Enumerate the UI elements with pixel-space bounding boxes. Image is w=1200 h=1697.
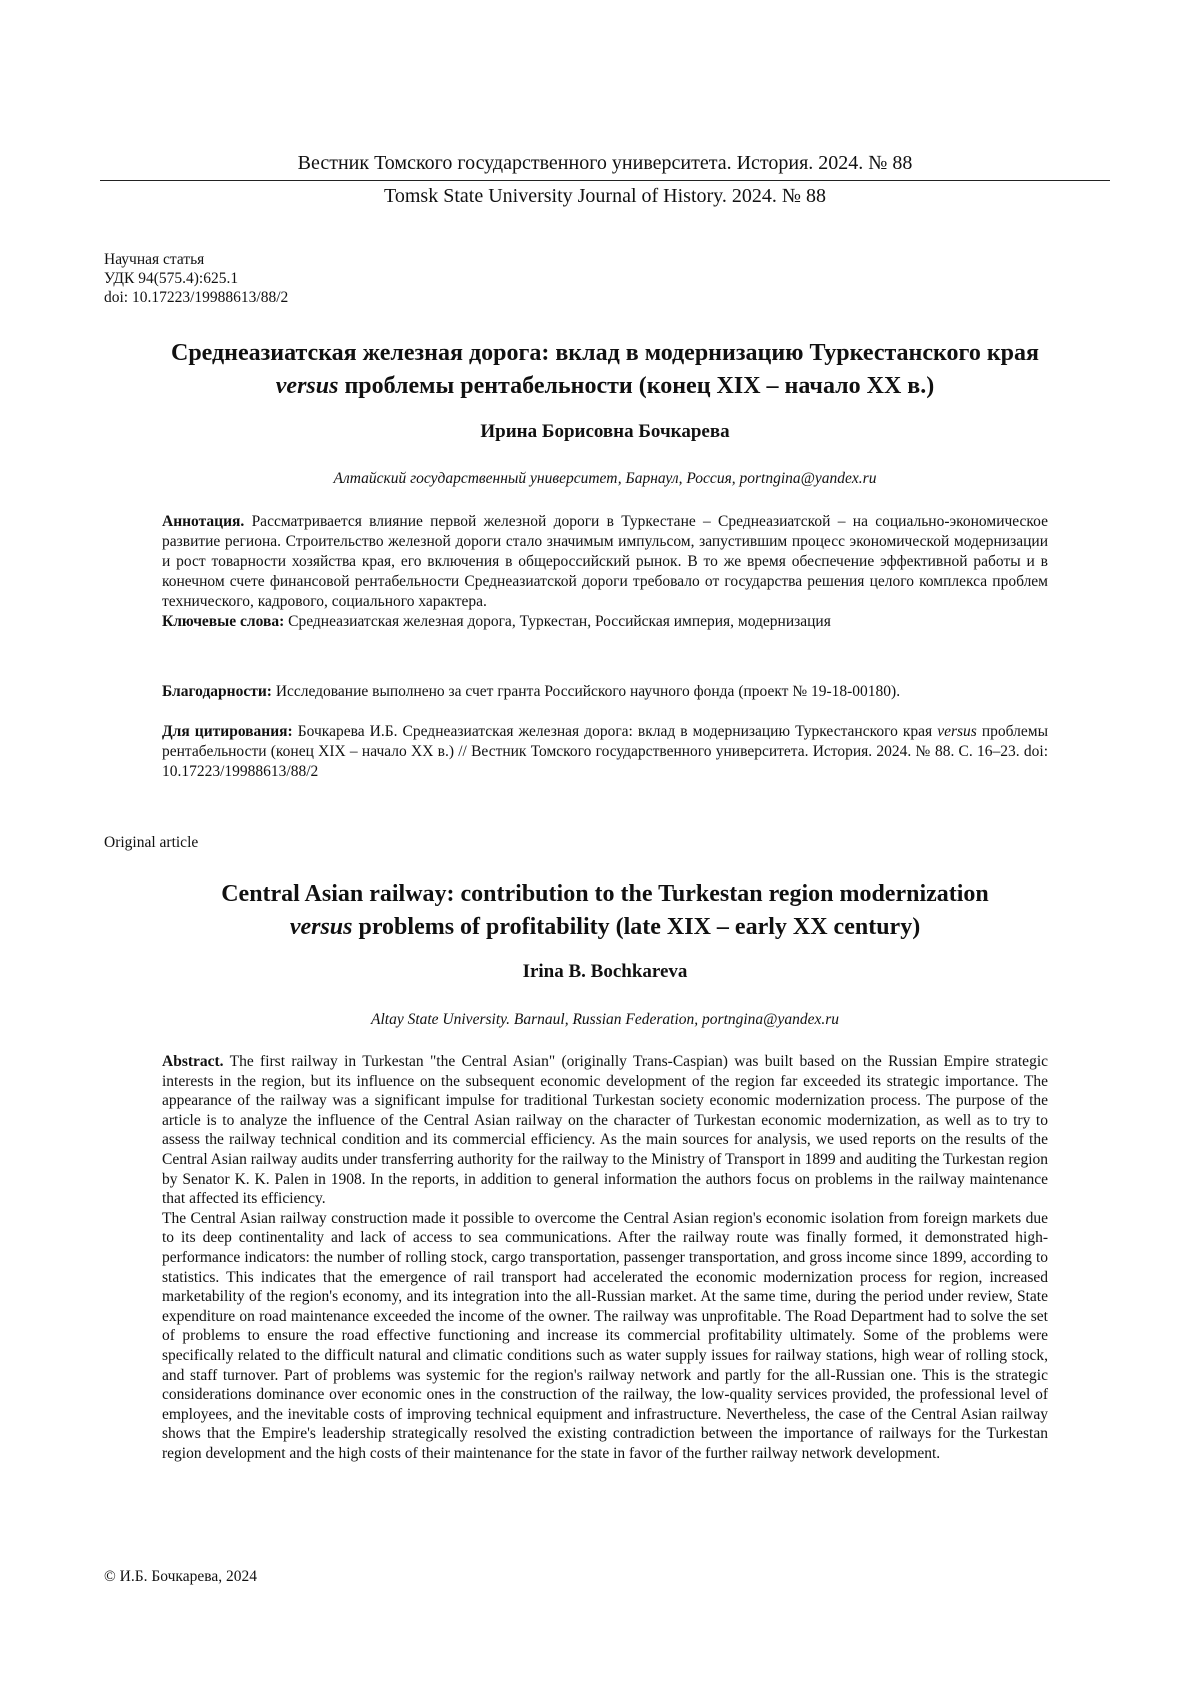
abstract-en-p2: The Central Asian railway construction made it possible to overcome the Central Asian region's economic isolation from foreign markets due to its deep continentality and lack of access to sea communications. After the railway route was finally formed, it demonstrated high-performance indicators: the number of rolling stock, cargo transportation, passenger transportation, and gross income since 1899, according to statistics. This indicates that the emergence of rail transport had accelerated the economic modernization process for region, increased marketability of the region's economy, and its integration into the all-Russian market. At the same time, during the period under review, State expenditure on road maintenance exceeded the income of the owner. The railway was unprofitable. The Road Department had to solve the set of problems to ensure the road effective functioning and increase its commercial profitability ultimately. Some of the problems were specifically related to the difficult natural and climatic conditions such as water supply issues for railway stations, high wear of rolling stock, and staff turnover. Part of problems was systemic for the region's railway network and partly for the all-Russian one. This is the strategic considerations dominance over economic ones in the construction of the railway, the low-quality services provided, the professional level of employees, and the inevitable costs of improving technical equipment and infrastructure. Nevertheless, the case of the Central Asian railway shows that the Empire's leadership strategically resolved the existing contradiction between the importance of railways for the Turkestan region development and the high costs of their maintenance for the state in favor of the further railway network development. — [162, 1209, 1048, 1462]
thanks-label: Благодарности: — [162, 683, 272, 700]
title-en-line2-rest: problems of profitability (late XIX – early XX century) — [352, 914, 921, 940]
journal-header — [100, 150, 1110, 211]
title-ru-line2-rest: проблемы рентабельности (конец XIX – начало XX в.) — [338, 373, 935, 399]
title-en-line2 — [100, 911, 1110, 944]
title-ru-versus: versus — [275, 373, 339, 399]
article-meta — [104, 250, 288, 307]
title-ru-line2 — [100, 370, 1110, 403]
abstract-ru — [162, 512, 1048, 632]
udk-code: УДК 94(575.4):625.1 — [104, 270, 239, 287]
abstract-ru-label: Аннотация. — [162, 513, 245, 530]
doi: doi: 10.17223/19988613/88/2 — [104, 289, 289, 306]
abstract-en-label: Abstract. — [162, 1053, 224, 1070]
cite-label: Для цитирования: — [162, 723, 293, 740]
citation-ru — [162, 722, 1048, 782]
title-ru-line1: Среднеазиатская железная дорога: вклад в модернизацию Туркестанского края — [170, 340, 1040, 366]
journal-title-en: Tomsk State University Journal of History. 2024. № 88 — [384, 185, 826, 207]
article-type-ru: Научная статья — [104, 251, 205, 268]
author-en: Irina B. Bochkareva — [522, 961, 688, 982]
affiliation-en: Altay State University. Barnaul, Russian Federation, portngina@yandex.ru — [370, 1011, 839, 1028]
article-title-en — [100, 878, 1110, 944]
title-en-line1: Central Asian railway: contribution to the Turkestan region modernization — [221, 881, 989, 907]
keywords-ru-text: Среднеазиатская железная дорога, Туркестан, Российская империя, модернизация — [284, 613, 831, 630]
cite-text-1: Бочкарева И.Б. Среднеазиатская железная дорога: вклад в модернизацию Туркестанского края — [292, 723, 938, 740]
cite-text-2: проблемы рентабельности (конец XIX – начало XX в.) // Вестник Томского государственного университета. История. 2024. № 88. С. 16–23. doi: 10.17223/19988613/88/2 — [162, 723, 1048, 780]
author-ru: Ирина Борисовна Бочкарева — [480, 421, 730, 442]
original-article-label: Original article — [104, 834, 199, 851]
keywords-ru-label: Ключевые слова: — [162, 613, 285, 630]
abstract-en — [162, 1052, 1048, 1463]
article-title-ru — [100, 337, 1110, 403]
abstract-ru-text: Рассматривается влияние первой железной дороги в Туркестане – Среднеазиатской – на социально-экономическое развитие региона. Строительство железной дороги стало значимым импульсом, запустившим процесс экономической модернизации и рост товарности хозяйства края, его включения в общероссийский рынок. В то же время обеспечение эффективной работы и в конечном счете финансовой рентабельности Среднеазиатской дороги требовало от государства решения целого комплекса проблем технического, кадрового, социального характера. — [162, 513, 1048, 610]
affiliation-ru: Алтайский государственный университет, Барнаул, Россия, portngina@yandex.ru — [333, 470, 877, 487]
thanks-text: Исследование выполнено за счет гранта Российского научного фонда (проект № 19-18-00180). — [271, 683, 901, 700]
abstract-en-p1: The first railway in Turkestan "the Central Asian" (originally Trans-Caspian) was built based on the Russian Empire strategic interests in the region, but its influence on the subsequent economic development of the region far exceeded its strategic importance. The appearance of the railway was a significant impulse for traditional Turkestan society economic modernization process. The purpose of the article is to analyze the influence of the Central Asian railway on the character of Turkestan economic modernization, as well as to try to assess the railway technical condition and its commercial efficiency. As the main sources for analysis, we used reports on the results of the Central Asian railway audits under transferring authority for the railway to the Ministry of Transport in 1899 and auditing the Turkestan region by Senator K. K. Palen in 1908. In the reports, in addition to general information the authors focus on problems in the railway maintenance that affected its efficiency. — [162, 1053, 1048, 1208]
title-en-versus: versus — [289, 914, 353, 940]
copyright: © И.Б. Бочкарева, 2024 — [104, 1568, 257, 1585]
cite-versus: versus — [937, 723, 977, 740]
acknowledgements-ru — [162, 682, 1048, 702]
journal-title-ru: Вестник Томского государственного университета. История. 2024. № 88 — [100, 150, 1110, 181]
